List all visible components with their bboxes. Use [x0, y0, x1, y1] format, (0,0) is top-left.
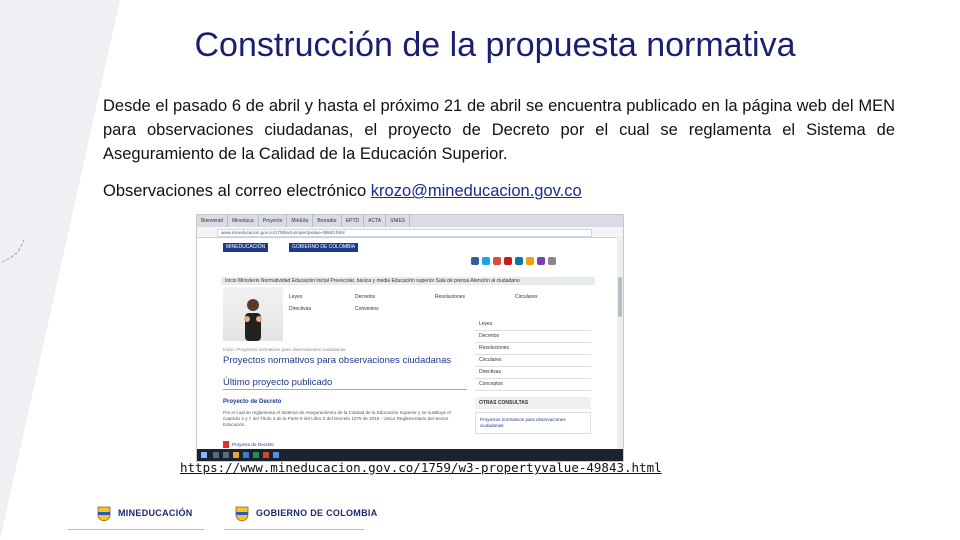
footer-logo-label: MINEDUCACIÓN: [118, 508, 193, 518]
page-heading: Proyectos normativos para observaciones ciudadanas: [223, 355, 452, 366]
browser-tab[interactable]: SNIES: [386, 215, 410, 227]
sign-language-icon[interactable]: [548, 257, 556, 265]
link-resoluciones[interactable]: Resoluciones: [435, 294, 466, 300]
pdf-icon: [223, 441, 229, 448]
browser-tab-bar: [197, 215, 623, 227]
youtube-icon[interactable]: [504, 257, 512, 265]
decorative-background-shape: [0, 0, 120, 540]
link-directivas[interactable]: Directivas: [289, 306, 311, 312]
sidebar-item-leyes[interactable]: Leyes: [475, 319, 591, 331]
slide-title: Construcción de la propuesta normativa: [194, 26, 796, 64]
taskbar-app-icon[interactable]: [223, 452, 229, 458]
sidebar-card-link[interactable]: Proyectos normativos para observaciones ciudadanas: [475, 412, 591, 434]
rss-icon[interactable]: [526, 257, 534, 265]
folder-icon[interactable]: [233, 452, 239, 458]
google-plus-icon[interactable]: [493, 257, 501, 265]
site-logo-gobierno[interactable]: GOBIERNO DE COLOMBIA: [289, 243, 358, 252]
browser-scrollbar[interactable]: [617, 237, 623, 449]
address-input[interactable]: www.mineducacion.gov.co/1759/w3-propertyvalue-49843.html: [217, 229, 592, 237]
accessibility-icon[interactable]: [537, 257, 545, 265]
footer-logo-label: GOBIERNO DE COLOMBIA: [256, 508, 378, 518]
email-link[interactable]: krozo@mineducacion.gov.co: [370, 182, 582, 200]
browser-address-bar: [197, 227, 623, 238]
linkedin-icon[interactable]: [515, 257, 523, 265]
social-icons: [471, 257, 581, 266]
links-column-1: [289, 291, 311, 315]
coat-of-arms-icon: [96, 504, 112, 522]
browser-tab[interactable]: Bienvenid: [197, 215, 228, 227]
scrollbar-thumb[interactable]: [618, 277, 622, 317]
section-heading: Último proyecto publicado: [223, 377, 333, 388]
site-logo-mineducacion[interactable]: MINEDUCACIÓN: [223, 243, 268, 252]
link-leyes[interactable]: Leyes: [289, 294, 303, 300]
site-main-menu[interactable]: Inicio Ministerio Normatividad Educación inicial Preescolar, básica y media Educación superior Sala de prensa Atención al ciudadano: [221, 277, 595, 285]
footer-underline: [68, 529, 204, 530]
person-icon: [241, 297, 265, 341]
excel-icon[interactable]: [253, 452, 259, 458]
email-line: [103, 182, 582, 201]
email-prefix: Observaciones al correo electrónico: [103, 182, 371, 200]
coat-of-arms-icon: [234, 504, 250, 522]
decree-description: Por el cual se reglamenta el Sistema de Aseguramiento de la Calidad de la Educación Superior y se sustituye el Capítulo 2 y 7 del Título 3 de la Parte 5 del Libro 2 del Decreto 1075 de 2015 - Único Reglamentario del Sector Educación.: [223, 410, 451, 427]
sidebar-heading: OTRAS CONSULTAS: [475, 397, 591, 409]
source-url-link[interactable]: https://www.mineducacion.gov.co/1759/w3-propertyvalue-49843.html: [180, 460, 662, 475]
twitter-icon[interactable]: [482, 257, 490, 265]
browser-tab[interactable]: MinEdu: [287, 215, 313, 227]
facebook-icon[interactable]: [471, 257, 479, 265]
decree-heading: Proyecto de Decreto: [223, 399, 282, 405]
sidebar-item-circulares[interactable]: Circulares: [475, 355, 591, 367]
powerpoint-icon[interactable]: [263, 452, 269, 458]
sidebar-item-decretos[interactable]: Decretos: [475, 331, 591, 343]
site-sidebar: [475, 319, 591, 434]
sign-language-interpreter-image: [223, 287, 283, 341]
links-column-2: [355, 291, 379, 315]
sidebar-item-resoluciones[interactable]: Resoluciones: [475, 343, 591, 355]
start-icon[interactable]: [201, 452, 207, 458]
sidebar-item-conceptos[interactable]: Conceptos: [475, 379, 591, 391]
decree-download-link[interactable]: Proyecto de Decreto: [232, 442, 274, 447]
breadcrumb[interactable]: Inicio / Proyectos normativos para observaciones ciudadanas: [223, 347, 346, 352]
browser-tab[interactable]: Mineduca: [228, 215, 259, 227]
sidebar-item-directivas[interactable]: Directivas: [475, 367, 591, 379]
browser-tab[interactable]: ACTA: [364, 215, 386, 227]
links-column-3: [435, 291, 465, 303]
word-icon[interactable]: [243, 452, 249, 458]
footer-logo-mineducacion: [96, 498, 193, 528]
embedded-browser-screenshot: [196, 214, 624, 462]
link-convenios[interactable]: Convenios: [355, 306, 379, 312]
footer-underline: [224, 529, 364, 530]
browser-icon[interactable]: [273, 452, 279, 458]
browser-tab[interactable]: EPTD: [342, 215, 364, 227]
body-paragraph: Desde el pasado 6 de abril y hasta el próximo 21 de abril se encuentra publicado en la página web del MEN para observaciones ciudadanas, el proyecto de Decreto por el cual se reglamenta el Sistema de Aseguramiento de la Calidad de la Educación Superior.: [103, 97, 895, 163]
links-column-4: [515, 291, 538, 303]
browser-tab[interactable]: Borrador: [313, 215, 341, 227]
divider: [223, 389, 467, 390]
footer-logo-gobierno: [234, 498, 378, 528]
website-content: [221, 239, 591, 449]
taskbar-app-icon[interactable]: [213, 452, 219, 458]
link-decretos[interactable]: Decretos: [355, 294, 376, 300]
link-circulares[interactable]: Circulares: [515, 294, 538, 300]
browser-tab[interactable]: Proyecto: [259, 215, 288, 227]
site-header: [221, 241, 591, 255]
